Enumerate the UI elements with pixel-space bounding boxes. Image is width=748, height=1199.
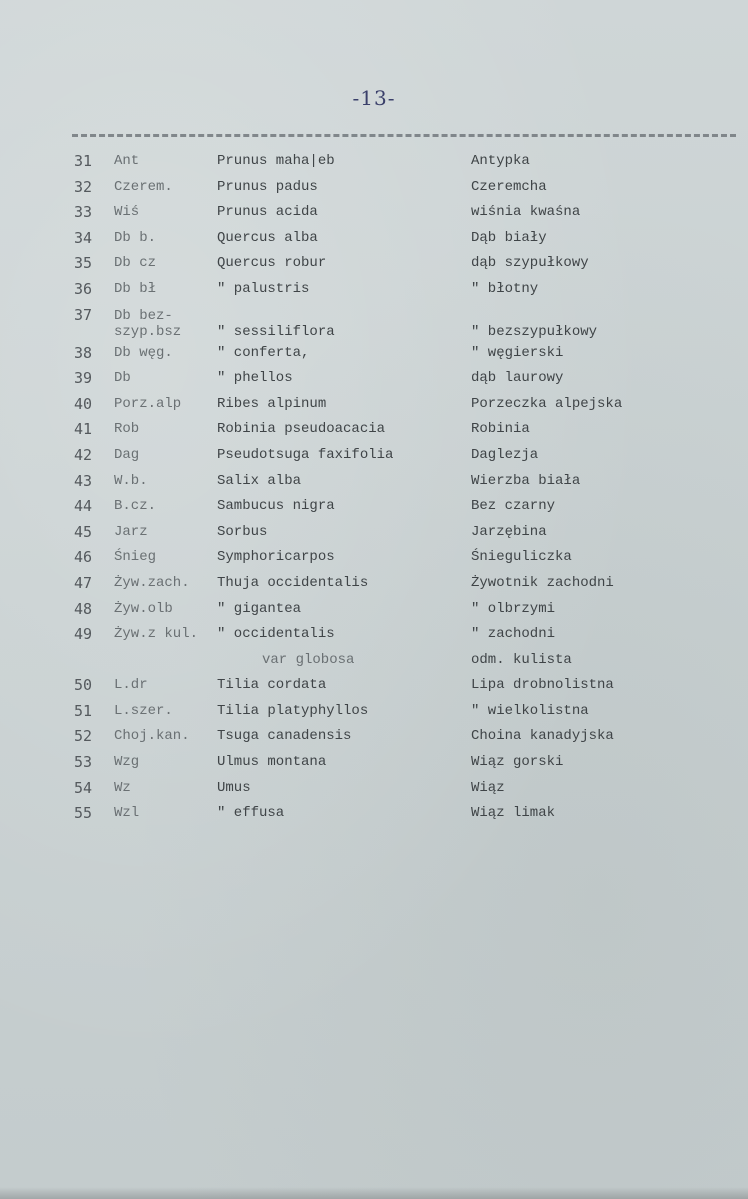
row-polish-name: Bez czarny — [471, 498, 556, 515]
row-latin-name: Prunus padus — [217, 178, 318, 195]
row-polish-name: Czeremcha — [471, 178, 547, 195]
row-polish-name: Choina kanadyjska — [471, 728, 614, 745]
table-row — [0, 777, 748, 803]
row-abbreviation: Śnieg — [114, 549, 157, 566]
row-abbreviation: B.cz. — [114, 498, 157, 515]
row-latin-name: Ribes alpinum — [217, 395, 327, 412]
row-number: 45 — [74, 522, 93, 541]
row-latin-name: Sambucus nigra — [217, 498, 335, 515]
table-row — [0, 495, 748, 521]
row-latin-name: Quercus alba — [217, 229, 318, 246]
row-abbreviation: Wzl — [114, 805, 140, 822]
row-abbreviation: Db węg. — [114, 344, 173, 361]
row-number: 41 — [74, 420, 93, 439]
row-number: 50 — [74, 676, 93, 695]
row-number: 38 — [74, 343, 93, 362]
row-number: 37 — [74, 305, 93, 324]
row-abbreviation: Porz.alp — [114, 395, 182, 412]
row-number: 43 — [74, 471, 93, 490]
row-abbreviation: Choj.kan. — [114, 728, 190, 745]
table-row — [0, 751, 748, 777]
row-number: 36 — [74, 279, 93, 298]
table-row — [0, 278, 748, 304]
row-polish-name: Żywotnik zachodni — [471, 574, 614, 591]
row-latin-name: Prunus maha|eb — [217, 153, 335, 169]
row-polish-name: Robinia — [471, 421, 530, 438]
row-number: 55 — [74, 804, 93, 823]
row-abbreviation: Wiś — [114, 204, 140, 221]
row-number: 52 — [74, 727, 93, 746]
row-polish-name: odm. kulista — [471, 651, 572, 668]
table-row — [0, 802, 748, 828]
row-number: 34 — [74, 228, 93, 247]
row-latin-name: Quercus robur — [217, 255, 327, 272]
row-polish-name: Wiąz — [471, 779, 505, 796]
row-number: 31 — [74, 152, 93, 170]
row-abbreviation: Wz — [114, 779, 131, 796]
row-number: 49 — [74, 625, 93, 644]
row-polish-name: dąb laurowy — [471, 370, 564, 387]
row-number: 46 — [74, 548, 93, 567]
table-row — [0, 649, 748, 675]
table-row — [0, 201, 748, 227]
table-row — [0, 572, 748, 598]
row-abbreviation: Żyw.olb — [114, 600, 173, 617]
row-latin-name: Prunus acida — [217, 204, 318, 221]
row-abbreviation: Rob — [114, 421, 140, 438]
row-latin-name: Sorbus — [217, 523, 268, 540]
row-latin-name: Tilia cordata — [217, 677, 327, 694]
row-number: 35 — [74, 254, 93, 273]
row-polish-name: Antypka — [471, 153, 530, 169]
row-latin-name: Tilia platyphyllos — [217, 702, 369, 719]
row-polish-name: Wiąz limak — [471, 805, 556, 822]
table-row — [0, 700, 748, 726]
row-polish-name: dąb szypułkowy — [471, 255, 589, 272]
row-abbreviation: Db cz — [114, 255, 157, 272]
table-row — [0, 598, 748, 624]
table-row — [0, 444, 748, 470]
row-latin-name: " phellos — [217, 370, 293, 387]
row-polish-name: " wielkolistna — [471, 702, 589, 719]
row-number: 48 — [74, 599, 93, 618]
row-abbreviation: W.b. — [114, 472, 148, 489]
row-polish-name: Wierzba biała — [471, 472, 581, 489]
species-table — [0, 150, 748, 828]
table-row — [0, 252, 748, 278]
row-latin-name: Salix alba — [217, 472, 302, 489]
row-number: 42 — [74, 445, 93, 464]
table-row — [0, 227, 748, 253]
row-latin-name: var globosa — [262, 651, 355, 668]
table-row — [0, 674, 748, 700]
row-polish-name: wiśnia kwaśna — [471, 204, 581, 221]
row-polish-name: Dąb biały — [471, 229, 547, 246]
row-polish-name: Lipa drobnolistna — [471, 677, 614, 694]
row-number: 39 — [74, 369, 93, 388]
row-polish-name: " węgierski — [471, 344, 564, 361]
row-number: 47 — [74, 573, 93, 592]
row-polish-name: Wiąz gorski — [471, 754, 564, 771]
table-row — [0, 176, 748, 202]
row-latin-name: Umus — [217, 779, 251, 796]
row-latin-name: " palustris — [217, 280, 310, 297]
row-abbreviation: L.dr — [114, 677, 148, 694]
row-latin-name: Ulmus montana — [217, 754, 327, 771]
table-row — [0, 342, 748, 368]
row-abbreviation: Db bł — [114, 280, 157, 297]
row-polish-name: Porzeczka alpejska — [471, 395, 623, 412]
row-abbreviation: L.szer. — [114, 702, 173, 719]
row-number: 40 — [74, 394, 93, 413]
row-number: 54 — [74, 778, 93, 797]
row-polish-name: Jarzębina — [471, 523, 547, 540]
row-latin-name: " conferta, — [217, 344, 310, 361]
row-number: 44 — [74, 497, 93, 516]
row-number: 53 — [74, 753, 93, 772]
row-polish-name: Śnieguliczka — [471, 549, 572, 566]
row-latin-name: Symphoricarpos — [217, 549, 335, 566]
row-latin-name: " sessiliflora — [217, 323, 335, 340]
row-abbreviation: Db — [114, 370, 131, 387]
table-row — [0, 367, 748, 393]
row-latin-name: Tsuga canadensis — [217, 728, 352, 745]
row-number: 32 — [74, 177, 93, 196]
table-row — [0, 546, 748, 572]
row-polish-name: Daglezja — [471, 446, 539, 463]
row-latin-name: " effusa — [217, 805, 285, 822]
row-latin-name: Robinia pseudoacacia — [217, 421, 386, 438]
table-row — [0, 521, 748, 547]
row-latin-name: " gigantea — [217, 600, 302, 617]
table-row — [0, 418, 748, 444]
row-abbreviation: Wzg — [114, 754, 140, 771]
row-polish-name: " błotny — [471, 280, 539, 297]
row-abbreviation: Żyw.z kul. — [114, 626, 199, 643]
row-polish-name: " olbrzymi — [471, 600, 556, 617]
table-row — [0, 304, 748, 342]
table-row — [0, 623, 748, 649]
dashed-separator — [72, 134, 736, 137]
row-polish-name: " zachodni — [471, 626, 556, 643]
row-number: 51 — [74, 701, 93, 720]
table-row — [0, 470, 748, 496]
row-latin-name: Thuja occidentalis — [217, 574, 369, 591]
row-abbreviation: Dag — [114, 446, 140, 463]
row-abbreviation: Ant — [114, 153, 140, 169]
row-abbreviation: Jarz — [114, 523, 148, 540]
row-latin-name: Pseudotsuga faxifolia — [217, 446, 394, 463]
scan-edge-shadow — [0, 1187, 748, 1199]
table-row — [0, 150, 748, 176]
row-abbreviation: Db bez-szyp.bsz — [114, 307, 182, 340]
row-abbreviation: Db b. — [114, 229, 157, 246]
row-number: 33 — [74, 203, 93, 222]
row-abbreviation: Żyw.zach. — [114, 574, 190, 591]
row-latin-name: " occidentalis — [217, 626, 335, 643]
table-row — [0, 393, 748, 419]
page-number: -13- — [352, 86, 396, 110]
row-abbreviation: Czerem. — [114, 178, 173, 195]
table-row — [0, 725, 748, 751]
row-polish-name: " bezszypułkowy — [471, 323, 598, 340]
